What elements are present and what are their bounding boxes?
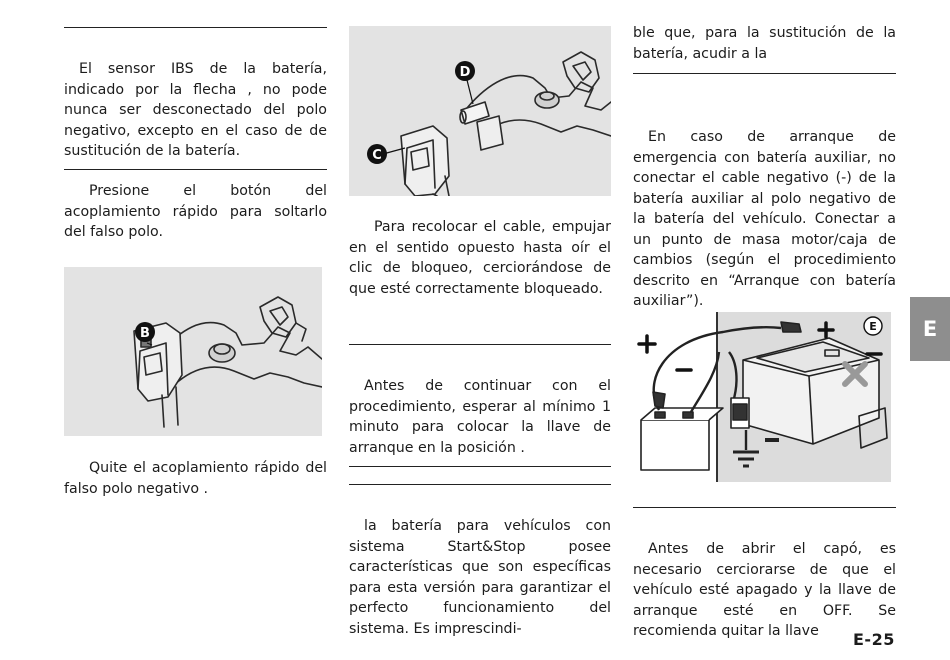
battery-terminal-illustration xyxy=(64,267,322,436)
section-rule xyxy=(349,484,611,485)
wait-one-minute-note: Antes de continuar con el procedimiento, esperar al mínimo 1 minuto para colocar la llave de arranque en la posición . xyxy=(349,378,611,456)
ibs-sensor-note: El sensor IBS de la batería, indicado por la flecha , no pode nunca ser desconectado del polo negativo, excepto en el caso de de sustitución de la batería. xyxy=(64,61,327,159)
label-c: C xyxy=(372,148,382,163)
label-e: E xyxy=(869,320,877,333)
section-rule xyxy=(349,466,611,467)
callout-d xyxy=(455,61,475,104)
step-press-button: Presione el botón del acoplamiento rápido para soltarlo del falso polo. xyxy=(64,183,327,240)
label-d: D xyxy=(459,65,471,80)
section-rule xyxy=(64,27,327,28)
section-rule xyxy=(633,507,896,508)
figure-jump-start xyxy=(633,312,891,482)
jump-start-diagram xyxy=(633,312,891,482)
battery-terminal-illustration xyxy=(349,26,611,196)
battery-replacement-note-cont: ble que, para la sustitución de la batería, acudir a la xyxy=(633,25,896,62)
step-refit-cable: Para recolocar el cable, empujar en el sentido opuesto hasta oír el clic de bloqueo, cerciorándose de que esté correctamente bloqueado. xyxy=(349,219,611,297)
figure-quick-coupling-cd xyxy=(349,26,611,196)
section-rule xyxy=(64,169,327,170)
label-b: B xyxy=(140,326,150,341)
step-remove-coupling: Quite el acoplamiento rápido del falso polo negativo . xyxy=(64,460,327,497)
emergency-start-note: En caso de arranque de emergencia con batería auxiliar, no conectar el cable negativo (-) de la batería auxiliar al polo negativo de la batería del vehículo. Conectar a un punto de masa motor/caja de cambios (según el procedimiento descrito en “Arranque con batería auxiliar”). xyxy=(633,129,896,309)
figure-quick-coupling-b xyxy=(64,267,322,436)
callout-e xyxy=(864,317,882,335)
page-number: E-25 xyxy=(853,630,895,649)
callout-c xyxy=(367,144,405,164)
start-stop-battery-note: la batería para vehículos con sistema Start&Stop posee características que son específicas para esta versión para garantizar el perfecto funcionamiento del sistema. Es imprescindi- xyxy=(349,518,611,637)
bonnet-opening-note: Antes de abrir el capó, es necesario cerciorarse de que el vehículo esté apagado y la llave de arranque esté en OFF. Se recomienda quitar la llave xyxy=(633,541,896,639)
section-tab-e: E xyxy=(910,297,950,361)
section-rule xyxy=(633,73,896,74)
section-rule xyxy=(349,344,611,345)
